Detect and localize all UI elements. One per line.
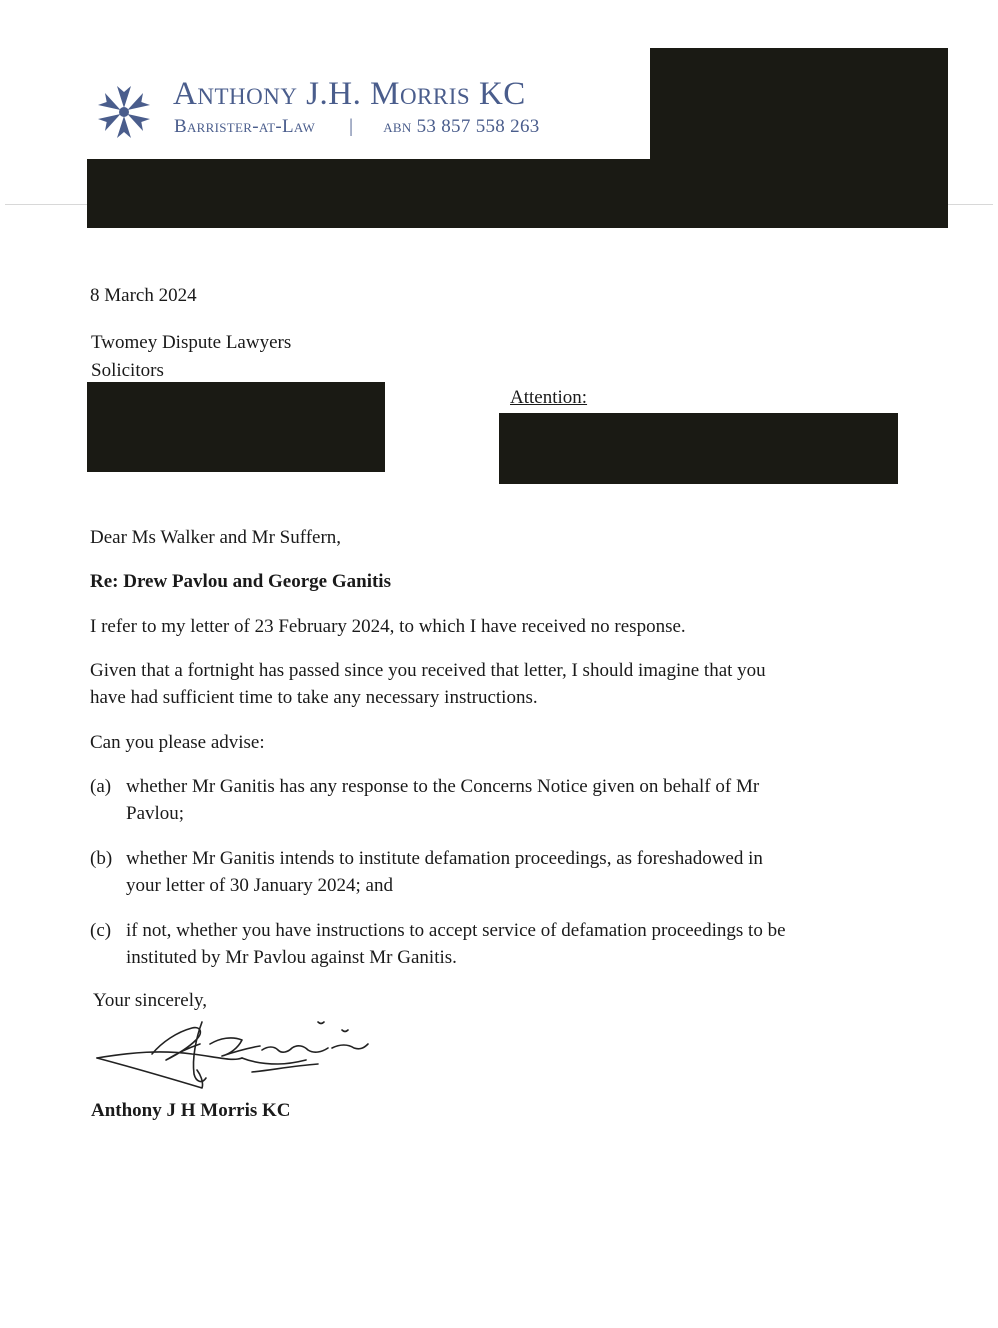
- list-label-b: (b): [90, 848, 113, 869]
- list-text-b: [126, 845, 916, 899]
- list-item-c: [90, 917, 930, 973]
- letterhead-separator: |: [349, 116, 354, 137]
- maltese-cross-logo-icon: [94, 82, 154, 142]
- letterhead-subtitle-line: [174, 116, 540, 138]
- recipient-role: Solicitors: [91, 360, 164, 381]
- letterhead-subtitle: Barrister-at-Law: [174, 116, 316, 137]
- paragraph-2-line-2: have had sufficient time to take any necessary instructions.: [90, 687, 538, 708]
- redaction-block-address: [87, 382, 385, 472]
- list-item-a: [90, 773, 930, 829]
- signatory-name: Anthony J H Morris KC: [91, 1100, 291, 1121]
- letterhead-name: Anthony J.H. Morris KC: [173, 76, 526, 112]
- attention-label: Attention:: [510, 387, 588, 408]
- paragraph-3: Can you please advise:: [90, 732, 265, 753]
- list-text-b-line-1: whether Mr Ganitis intends to institute defamation proceedings, as foreshadowed in: [126, 848, 763, 869]
- redaction-block-attention: [499, 413, 898, 484]
- recipient-firm: Twomey Dispute Lawyers: [91, 332, 292, 353]
- handwritten-signature-icon: [92, 1014, 382, 1094]
- list-text-a: [126, 773, 916, 827]
- subject-line: Re: Drew Pavlou and George Ganitis: [90, 571, 391, 592]
- salutation: Dear Ms Walker and Mr Suffern,: [90, 527, 342, 548]
- paragraph-1: I refer to my letter of 23 February 2024, to which I have received no response.: [90, 616, 686, 637]
- closing: Your sincerely,: [93, 990, 207, 1011]
- list-text-a-line-2: Pavlou;: [126, 803, 185, 824]
- redaction-block-header-bar: [87, 159, 948, 228]
- list-text-c-line-2: instituted by Mr Pavlou against Mr Ganitis.: [126, 947, 457, 968]
- redaction-block-header-right: [650, 48, 948, 160]
- list-text-a-line-1: whether Mr Ganitis has any response to the Concerns Notice given on behalf of Mr: [126, 776, 760, 797]
- list-text-b-line-2: your letter of 30 January 2024; and: [126, 875, 393, 896]
- list-text-c-line-1: if not, whether you have instructions to accept service of defamation proceedings to be: [126, 920, 786, 941]
- list-label-a: (a): [90, 776, 112, 797]
- paragraph-2-line-1: Given that a fortnight has passed since you received that letter, I should imagine that you: [90, 660, 766, 681]
- letter-date: 8 March 2024: [90, 285, 197, 306]
- letterhead-abn: abn 53 857 558 263: [383, 116, 540, 137]
- list-item-b: [90, 845, 930, 901]
- list-text-c: [126, 917, 916, 971]
- list-label-c: (c): [90, 920, 112, 941]
